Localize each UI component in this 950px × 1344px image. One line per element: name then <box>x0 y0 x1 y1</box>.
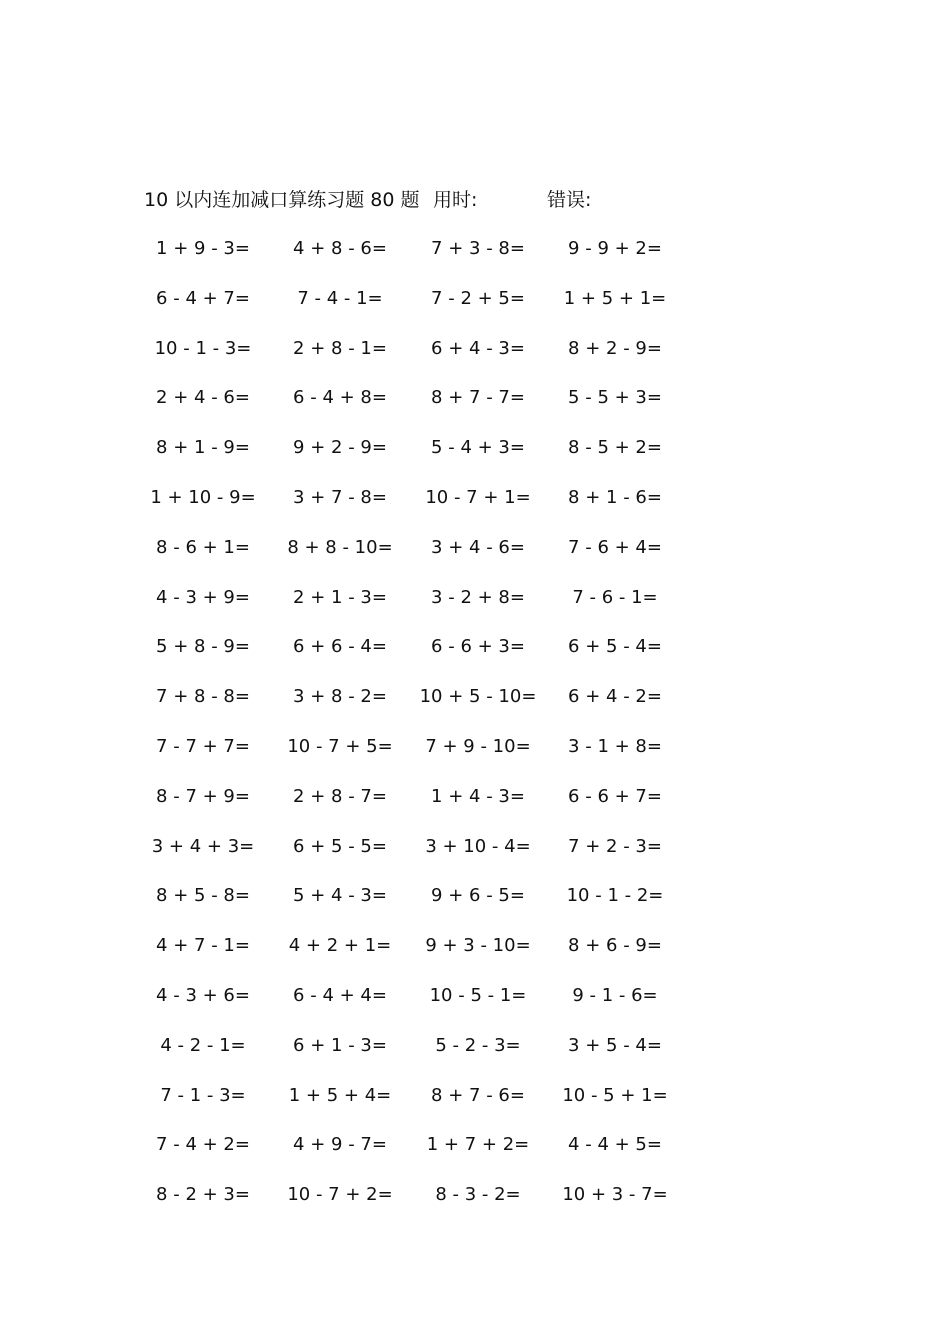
arithmetic-problem: 6 + 4 - 2= <box>568 686 662 708</box>
problem-row <box>0 1130 950 1180</box>
arithmetic-problem: 6 + 1 - 3= <box>293 1034 387 1056</box>
arithmetic-problem: 6 - 4 + 4= <box>293 984 387 1006</box>
arithmetic-problem: 8 + 6 - 9= <box>568 935 662 957</box>
problem-row <box>0 931 950 981</box>
arithmetic-problem: 4 + 8 - 6= <box>293 238 387 259</box>
arithmetic-problem: 6 + 5 - 5= <box>293 835 387 857</box>
arithmetic-problem: 4 - 3 + 6= <box>156 984 250 1006</box>
problem-row <box>0 632 950 682</box>
arithmetic-problem: 3 + 4 + 3= <box>151 835 255 857</box>
arithmetic-problem: 1 + 4 - 3= <box>431 785 525 807</box>
arithmetic-problem: 5 + 8 - 9= <box>156 636 250 658</box>
arithmetic-problem: 1 + 9 - 3= <box>156 238 250 259</box>
problem-row <box>0 533 950 583</box>
arithmetic-problem: 5 - 2 - 3= <box>435 1034 521 1056</box>
error-count-label: 错误: <box>547 189 592 211</box>
problem-row <box>0 1180 950 1230</box>
arithmetic-problem: 4 + 2 + 1= <box>288 935 392 957</box>
arithmetic-problem: 8 - 6 + 1= <box>156 536 250 558</box>
arithmetic-problem: 7 - 4 - 1= <box>297 287 383 309</box>
problem-row <box>0 832 950 882</box>
time-used-label: 用时: <box>433 189 478 211</box>
arithmetic-problem: 9 + 6 - 5= <box>431 885 525 907</box>
arithmetic-problem: 8 + 5 - 8= <box>156 885 250 907</box>
arithmetic-problem: 10 + 5 - 10= <box>419 686 537 708</box>
arithmetic-problem: 2 + 8 - 7= <box>293 785 387 807</box>
arithmetic-problem: 10 - 5 - 1= <box>429 984 527 1006</box>
arithmetic-problem: 1 + 5 + 4= <box>288 1084 392 1106</box>
arithmetic-problem: 10 - 7 + 1= <box>425 486 531 508</box>
arithmetic-problem: 6 + 5 - 4= <box>568 636 662 658</box>
arithmetic-problem: 7 - 6 - 1= <box>572 586 658 608</box>
arithmetic-problem: 6 - 6 + 3= <box>431 636 525 658</box>
arithmetic-problem: 8 + 1 - 9= <box>156 437 250 459</box>
arithmetic-problem: 10 - 7 + 2= <box>287 1184 393 1206</box>
arithmetic-problem: 5 - 4 + 3= <box>431 437 525 459</box>
problem-row <box>0 284 950 334</box>
arithmetic-problem: 3 + 4 - 6= <box>431 536 525 558</box>
arithmetic-problem: 1 + 7 + 2= <box>426 1134 530 1156</box>
problem-row <box>0 483 950 533</box>
arithmetic-problem: 8 + 1 - 6= <box>568 486 662 508</box>
arithmetic-problem: 6 + 4 - 3= <box>431 337 525 359</box>
arithmetic-problem: 2 + 8 - 1= <box>293 337 387 359</box>
arithmetic-problem: 8 + 2 - 9= <box>568 337 662 359</box>
arithmetic-problem: 6 - 4 + 8= <box>293 387 387 409</box>
arithmetic-problem: 3 - 2 + 8= <box>431 586 525 608</box>
arithmetic-problem: 9 + 3 - 10= <box>425 935 531 957</box>
problem-row <box>0 383 950 433</box>
arithmetic-problem: 4 - 3 + 9= <box>156 586 250 608</box>
problem-row <box>0 981 950 1031</box>
problem-row <box>0 782 950 832</box>
problem-row <box>0 234 950 284</box>
arithmetic-problem: 2 + 4 - 6= <box>156 387 250 409</box>
arithmetic-problem: 8 + 7 - 6= <box>431 1084 525 1106</box>
arithmetic-problem: 10 + 3 - 7= <box>562 1184 668 1206</box>
arithmetic-problem: 6 - 4 + 7= <box>156 287 250 309</box>
arithmetic-problem: 3 + 7 - 8= <box>293 486 387 508</box>
arithmetic-problem: 8 + 7 - 7= <box>431 387 525 409</box>
worksheet-title: 10 以内连加减口算练习题 80 题 <box>144 189 420 211</box>
arithmetic-problem: 7 - 7 + 7= <box>156 735 250 757</box>
arithmetic-problem: 7 + 8 - 8= <box>156 686 250 708</box>
arithmetic-problem: 5 - 5 + 3= <box>568 387 662 409</box>
arithmetic-problem: 7 - 1 - 3= <box>160 1084 246 1106</box>
arithmetic-problem: 9 - 9 + 2= <box>568 238 662 259</box>
arithmetic-problem: 10 - 1 - 3= <box>154 337 252 359</box>
arithmetic-problem: 3 + 5 - 4= <box>568 1034 662 1056</box>
arithmetic-problem: 7 + 9 - 10= <box>425 735 531 757</box>
arithmetic-problem: 6 - 6 + 7= <box>568 785 662 807</box>
problem-row <box>0 732 950 782</box>
arithmetic-problem: 4 - 4 + 5= <box>568 1134 662 1156</box>
arithmetic-problem: 2 + 1 - 3= <box>293 586 387 608</box>
arithmetic-problem: 9 - 1 - 6= <box>572 984 658 1006</box>
problem-row <box>0 1081 950 1131</box>
arithmetic-problem: 10 - 7 + 5= <box>287 735 393 757</box>
arithmetic-problem: 4 + 7 - 1= <box>156 935 250 957</box>
arithmetic-problem: 8 - 3 - 2= <box>435 1184 521 1206</box>
problem-grid <box>0 234 950 1230</box>
arithmetic-problem: 3 + 10 - 4= <box>425 835 531 857</box>
arithmetic-problem: 7 + 3 - 8= <box>431 238 525 259</box>
arithmetic-problem: 10 - 1 - 2= <box>566 885 664 907</box>
arithmetic-problem: 1 + 10 - 9= <box>150 486 256 508</box>
worksheet-header <box>0 186 950 214</box>
arithmetic-problem: 3 + 8 - 2= <box>293 686 387 708</box>
arithmetic-problem: 3 - 1 + 8= <box>568 735 662 757</box>
arithmetic-problem: 8 - 2 + 3= <box>156 1184 250 1206</box>
problem-row <box>0 881 950 931</box>
arithmetic-problem: 5 + 4 - 3= <box>293 885 387 907</box>
problem-row <box>0 433 950 483</box>
problem-row <box>0 583 950 633</box>
arithmetic-problem: 8 - 5 + 2= <box>568 437 662 459</box>
arithmetic-problem: 8 - 7 + 9= <box>156 785 250 807</box>
arithmetic-problem: 6 + 6 - 4= <box>293 636 387 658</box>
problem-row <box>0 682 950 732</box>
problem-row <box>0 334 950 384</box>
arithmetic-problem: 8 + 8 - 10= <box>287 536 393 558</box>
arithmetic-problem: 1 + 5 + 1= <box>563 287 667 309</box>
problem-row <box>0 1031 950 1081</box>
arithmetic-problem: 7 - 2 + 5= <box>431 287 525 309</box>
arithmetic-problem: 9 + 2 - 9= <box>293 437 387 459</box>
arithmetic-problem: 7 - 4 + 2= <box>156 1134 250 1156</box>
arithmetic-problem: 4 + 9 - 7= <box>293 1134 387 1156</box>
arithmetic-problem: 7 + 2 - 3= <box>568 835 662 857</box>
arithmetic-problem: 10 - 5 + 1= <box>562 1084 668 1106</box>
arithmetic-problem: 4 - 2 - 1= <box>160 1034 246 1056</box>
arithmetic-problem: 7 - 6 + 4= <box>568 536 662 558</box>
